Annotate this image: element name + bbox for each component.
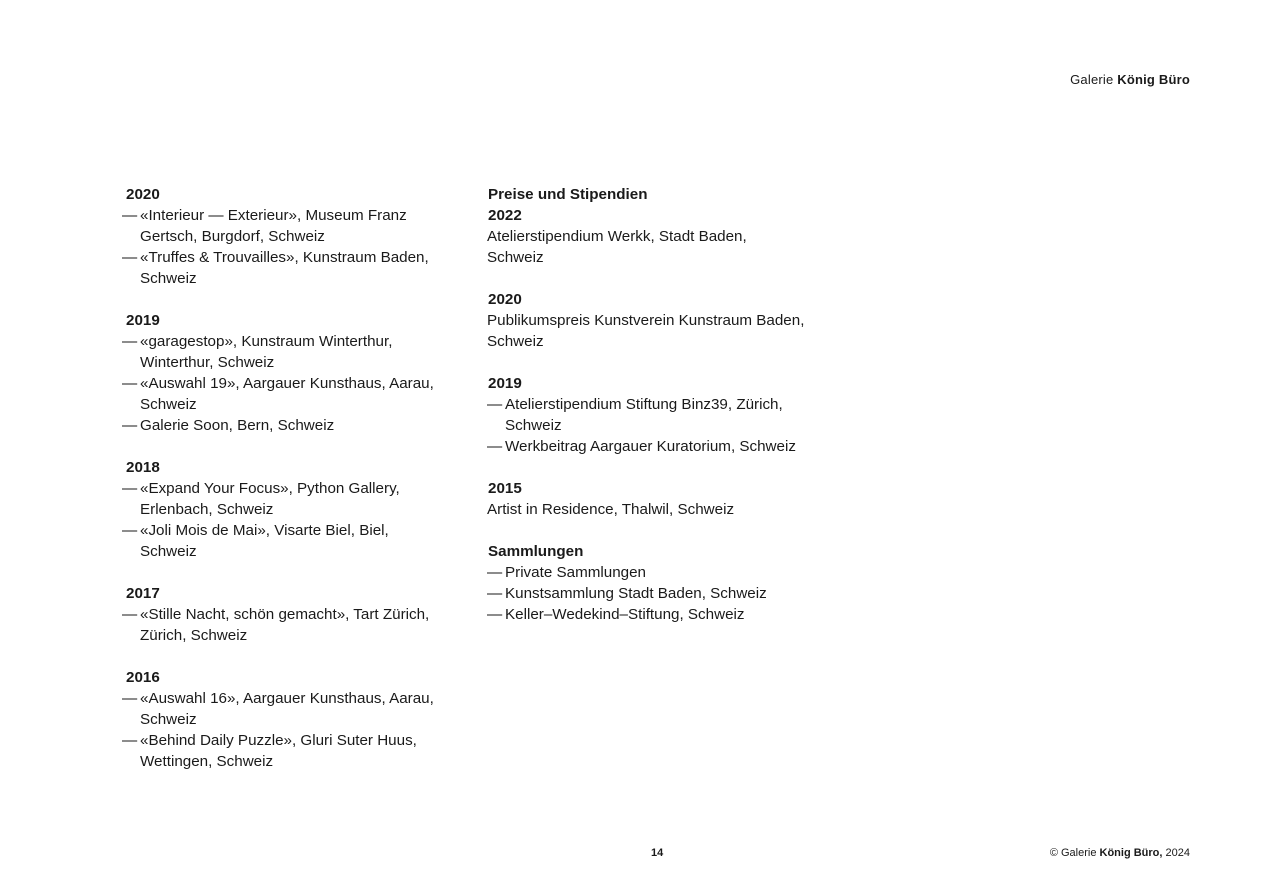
- list-item-line: «Behind Daily Puzzle», Gluri Suter Huus,: [140, 732, 417, 749]
- prize-year-section: [487, 205, 847, 268]
- list-item-line: Gertsch, Burgdorf, Schweiz: [140, 228, 325, 245]
- collections-list: [487, 562, 847, 625]
- dash-glyph: —: [122, 690, 138, 707]
- list-item: [487, 436, 847, 457]
- year-heading: 2019: [126, 312, 160, 329]
- list-item: [122, 730, 467, 772]
- dash-glyph: —: [122, 480, 138, 497]
- prize-year-section: [487, 373, 847, 457]
- dash-glyph: —: [122, 249, 138, 266]
- list-item-line: «Joli Mois de Mai», Visarte Biel, Biel,: [140, 522, 389, 539]
- list-item: [122, 688, 467, 730]
- year-heading: 2017: [126, 585, 160, 602]
- list-item-line: «Auswahl 19», Aargauer Kunsthaus, Aarau,: [140, 375, 434, 392]
- collection-item: [487, 604, 847, 625]
- copyright-name: König Büro,: [1099, 847, 1163, 859]
- list-item: [122, 604, 467, 646]
- exhibition-year-section: [122, 667, 467, 772]
- dash-glyph: —: [122, 207, 138, 224]
- dash-glyph: —: [122, 417, 138, 434]
- prize-line: Publikumspreis Kunstverein Kunstraum Baden,: [487, 312, 805, 329]
- dash-glyph: —: [122, 606, 138, 623]
- prize-line: Atelierstipendium Werkk, Stadt Baden,: [487, 228, 747, 245]
- list-item-line: Wettingen, Schweiz: [140, 753, 274, 770]
- list-item-line: Schweiz: [505, 417, 562, 434]
- exhibition-year-section: [122, 184, 467, 289]
- list-item: [122, 247, 467, 289]
- year-heading: 2018: [126, 459, 160, 476]
- list-item: [122, 520, 467, 562]
- dash-glyph: —: [122, 732, 138, 749]
- exhibition-year-section: [122, 583, 467, 646]
- collection-item-label: Private Sammlungen: [505, 564, 646, 581]
- awards-heading: Preise und Stipendien: [488, 186, 648, 203]
- list-item-line: Schweiz: [140, 270, 197, 287]
- collections-section: [487, 541, 847, 625]
- list-item-line: «Expand Your Focus», Python Gallery,: [140, 480, 400, 497]
- list-item: [122, 478, 467, 520]
- collection-item: [487, 562, 847, 583]
- prize-year-section: [487, 478, 847, 520]
- list-item: [122, 415, 467, 436]
- exhibition-year-section: [122, 310, 467, 436]
- list-item-line: Schweiz: [140, 711, 197, 728]
- exhibitions-column: [122, 184, 467, 793]
- year-heading: 2020: [126, 186, 160, 203]
- prize-line: Schweiz: [487, 249, 544, 266]
- list-item-line: «garagestop», Kunstraum Winterthur,: [140, 333, 393, 350]
- collections-heading: Sammlungen: [488, 543, 584, 560]
- year-heading: 2022: [488, 207, 522, 224]
- dash-glyph: —: [487, 564, 503, 581]
- dash-glyph: —: [487, 438, 503, 455]
- list-item-line: Werkbeitrag Aargauer Kuratorium, Schweiz: [505, 438, 796, 455]
- list-item-line: «Auswahl 16», Aargauer Kunsthaus, Aarau,: [140, 690, 434, 707]
- list-item-line: Winterthur, Schweiz: [140, 354, 275, 371]
- copyright-prefix: © Galerie: [1049, 847, 1097, 859]
- list-item-line: Zürich, Schweiz: [140, 627, 248, 644]
- year-heading: 2019: [488, 375, 522, 392]
- prizes-list: [487, 205, 847, 520]
- list-item-line: «Truffes & Trouvailles», Kunstraum Baden,: [140, 249, 429, 266]
- list-item-line: Galerie Soon, Bern, Schweiz: [140, 417, 335, 434]
- dash-glyph: —: [122, 333, 138, 350]
- dash-glyph: —: [487, 396, 503, 413]
- list-item-line: «Stille Nacht, schön gemacht», Tart Zürich,: [140, 606, 430, 623]
- awards-column: [487, 184, 847, 646]
- dash-glyph: —: [487, 585, 503, 602]
- collection-item: [487, 583, 847, 604]
- prize-line: Artist in Residence, Thalwil, Schweiz: [487, 501, 735, 518]
- header-gallery-name: König Büro: [1117, 72, 1190, 87]
- year-heading: 2015: [488, 480, 522, 497]
- dash-glyph: —: [122, 522, 138, 539]
- list-item-line: Schweiz: [140, 543, 197, 560]
- page-number: 14: [651, 847, 664, 859]
- collection-item-label: Kunstsammlung Stadt Baden, Schweiz: [505, 585, 767, 602]
- list-item-line: Atelierstipendium Stiftung Binz39, Zürich,: [505, 396, 783, 413]
- prize-year-section: [487, 289, 847, 352]
- dash-glyph: —: [487, 606, 503, 623]
- year-heading: 2020: [488, 291, 522, 308]
- header-gallery-prefix: Galerie: [1070, 72, 1114, 87]
- list-item-line: Schweiz: [140, 396, 197, 413]
- list-item-line: Erlenbach, Schweiz: [140, 501, 274, 518]
- collection-item-label: Keller–Wedekind–Stiftung, Schweiz: [505, 606, 745, 623]
- list-item-line: «Interieur — Exterieur», Museum Franz: [140, 207, 407, 224]
- list-item: [122, 331, 467, 373]
- copyright-footer: [1050, 847, 1190, 859]
- page-header: [1070, 72, 1190, 87]
- prize-line: Schweiz: [487, 333, 544, 350]
- list-item: [122, 205, 467, 247]
- copyright-year: 2024: [1165, 847, 1190, 859]
- dash-glyph: —: [122, 375, 138, 392]
- year-heading: 2016: [126, 669, 160, 686]
- exhibition-year-section: [122, 457, 467, 562]
- list-item: [122, 373, 467, 415]
- list-item: [487, 394, 847, 436]
